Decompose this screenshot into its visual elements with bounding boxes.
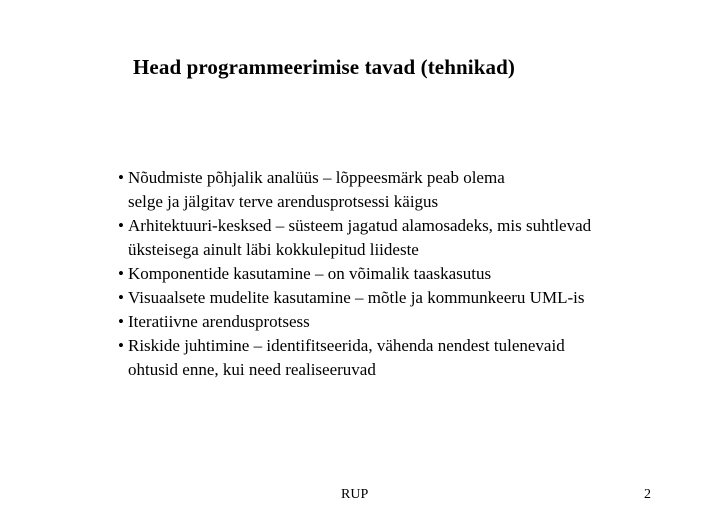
page-number: 2 [644,487,651,502]
bullet-text-continuation: üksteisega ainult läbi kokkulepitud liideste [128,240,419,259]
bullet-item-risk-management [118,334,698,382]
bullet-dot: • [118,216,124,235]
bullet-dot: • [118,288,124,307]
bullet-dot: • [118,336,124,355]
bullet-list [118,166,698,382]
bullet-text-line: Iteratiivne arendusprotsess [128,312,310,331]
bullet-dot: • [118,312,124,331]
bullet-dot: • [118,264,124,283]
bullet-item-iterative-process [118,310,698,334]
bullet-text-line: Visuaalsete mudelite kasutamine – mõtle ja kommunkeeru UML-is [128,288,585,307]
bullet-dot: • [118,168,124,187]
bullet-item-components [118,262,698,286]
bullet-text-line: Komponentide kasutamine – on võimalik taaskasutus [128,264,492,283]
slide-title: Head programmeerimise tavad (tehnikad) [133,55,515,79]
bullet-item-visual-models [118,286,698,310]
bullet-text-continuation: ohtusid enne, kui need realiseeruvad [128,360,376,379]
bullet-text-continuation: selge ja jälgitav terve arendusprotsessi käigus [128,192,439,211]
bullet-item-architecture [118,214,698,262]
bullet-text-line: Nõudmiste põhjalik analüüs – lõppeesmärk peab olema [128,168,505,187]
bullet-item-requirements [118,166,698,214]
bullet-text-line: Arhitektuuri-kesksed – süsteem jagatud alamosadeks, mis suhtlevad [128,216,592,235]
bullet-text-line: Riskide juhtimine – identifitseerida, vähenda nendest tulenevaid [128,336,565,355]
footer-label: RUP [341,487,369,502]
